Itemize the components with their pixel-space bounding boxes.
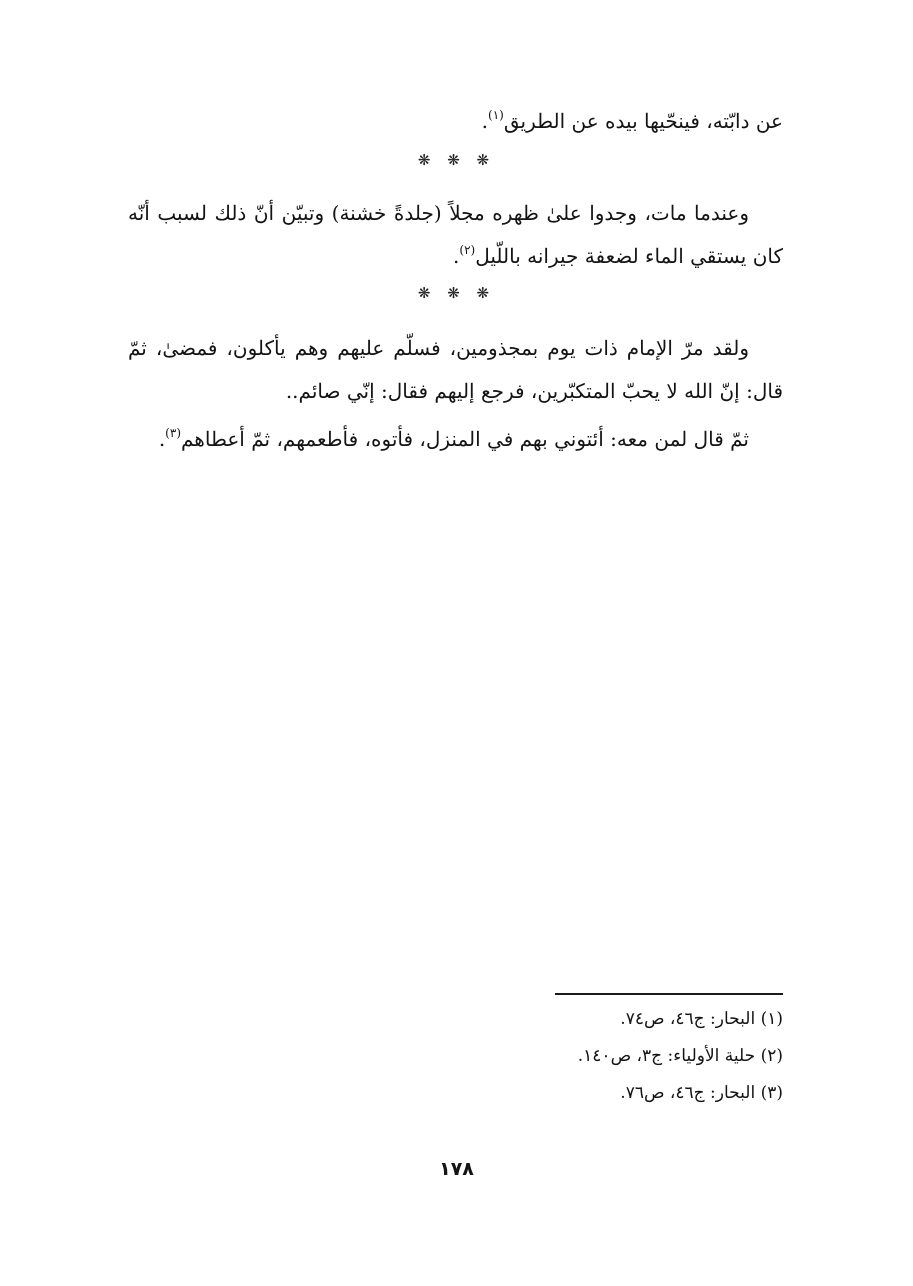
footnote-ref-2: (٢) xyxy=(459,243,476,257)
paragraph-3 xyxy=(128,327,783,413)
section-separator-1: ❋ ❋ ❋ xyxy=(417,151,496,169)
footnote-3: (٣) البحار: ج٤٦، ص٧٦. xyxy=(620,1083,783,1103)
paragraph-2-text: وعندما مات، وجدوا علىٰ ظهره مجلاً (جلدةً خشنة) وتبيّن أنّ ذلك لسبب أنّه كان يستقي الماء لضعفة جيرانه باللّيل xyxy=(128,201,783,268)
paragraph-1-end: . xyxy=(481,109,489,133)
paragraph-4-text: ثمّ قال لمن معه: أئتوني بهم في المنزل، فأتوه، فأطعمهم، ثمّ أعطاهم xyxy=(181,427,749,451)
paragraph-3-text: ولقد مرّ الإمام ذات يوم بمجذومين، فسلّم عليهم وهم يأكلون، فمضىٰ، ثمّ قال: إنّ الله لا يحبّ المتكبّرين، فرجع إليهم فقال: إنّي صائم.. xyxy=(128,336,783,403)
paragraph-4-end: . xyxy=(158,427,166,451)
section-separator-2: ❋ ❋ ❋ xyxy=(417,284,496,302)
footnote-2: (٢) حلية الأولياء: ج٣، ص١٤٠. xyxy=(577,1046,783,1066)
paragraph-2 xyxy=(128,192,783,278)
footnotes xyxy=(578,1001,783,1112)
footnote-divider xyxy=(555,993,783,995)
footnote-1: (١) البحار: ج٤٦، ص٧٤. xyxy=(620,1009,783,1029)
paragraph-4 xyxy=(128,418,783,461)
footnote-ref-3: (٣) xyxy=(165,426,181,440)
paragraph-1 xyxy=(128,100,783,143)
page-number: ١٧٨ xyxy=(439,1158,474,1180)
paragraph-2-end: . xyxy=(453,244,460,268)
paragraph-1-text: عن دابّته، فينحّيها بيده عن الطريق xyxy=(503,109,783,133)
footnote-ref-1: (١) xyxy=(488,108,504,122)
